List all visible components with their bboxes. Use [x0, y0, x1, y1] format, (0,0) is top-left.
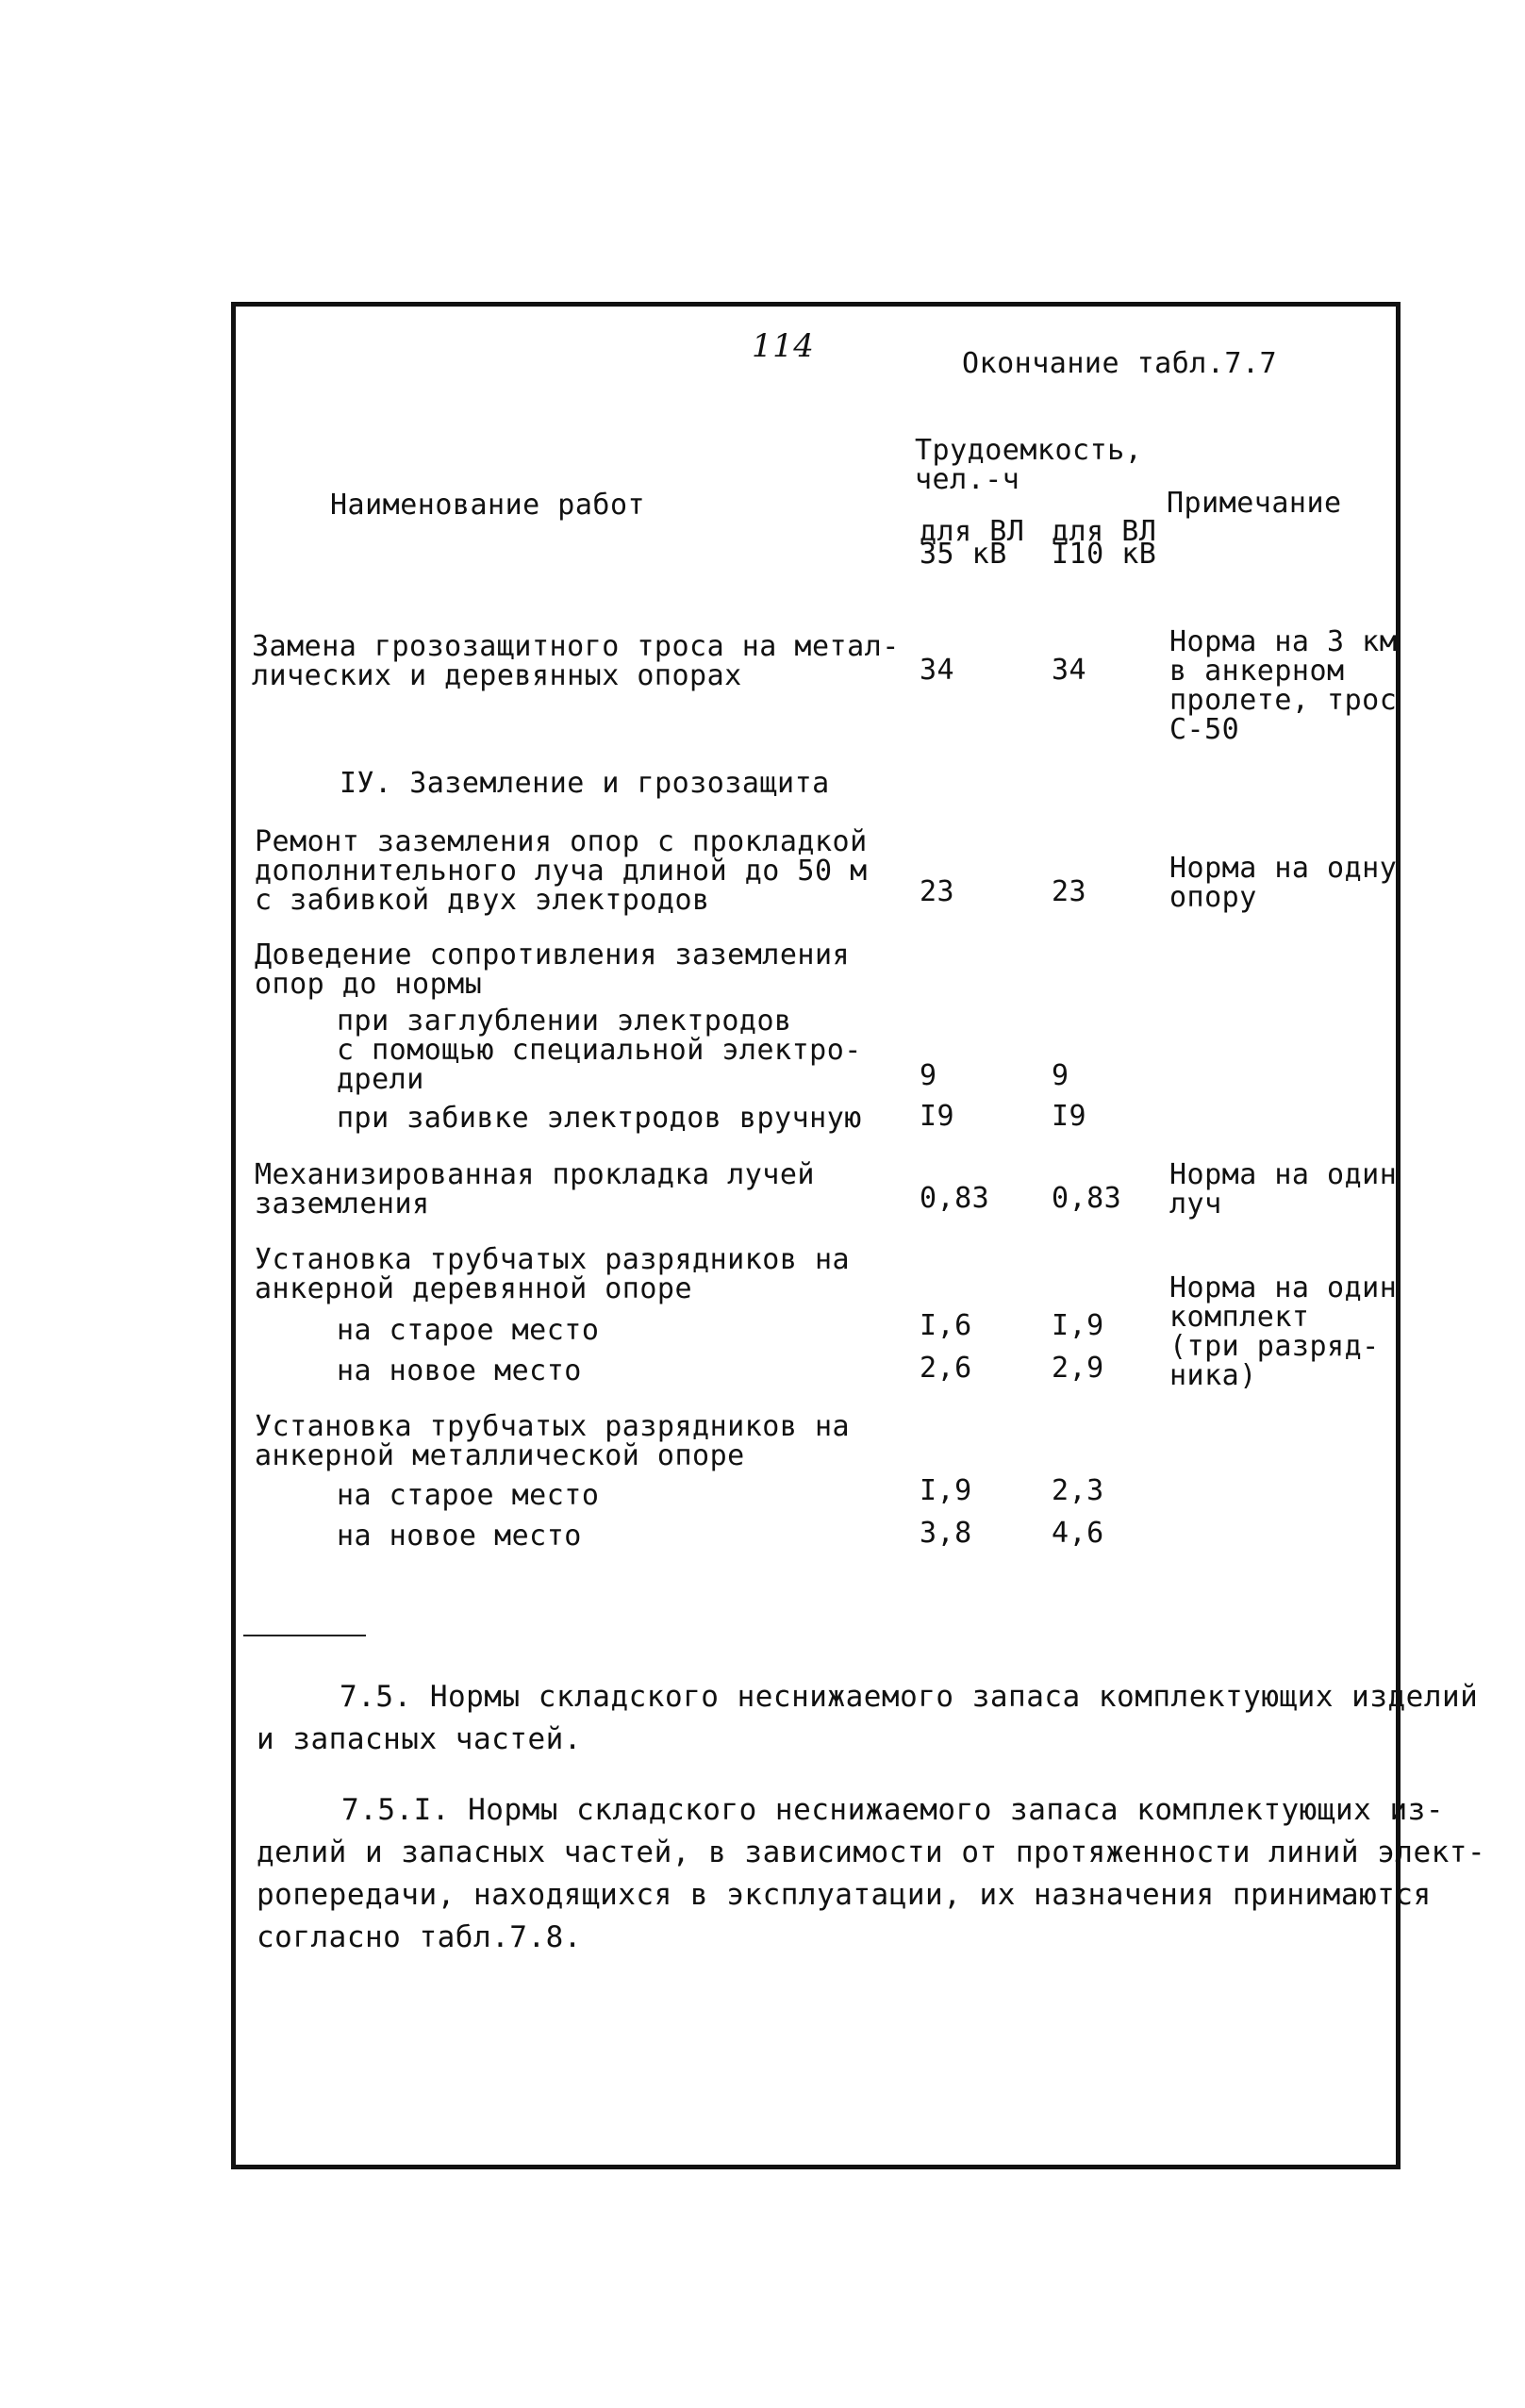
value-35: 0,83: [920, 1182, 990, 1215]
value-110: I9: [1052, 1100, 1087, 1133]
row-note: Норма на один луч: [1169, 1158, 1398, 1221]
value-35: 2,6: [920, 1352, 972, 1385]
paragraph-line: согласно табл.7.8.: [257, 1920, 582, 1954]
value-35: 34: [920, 654, 955, 687]
row-name: Установка трубчатых разрядников на анкерной деревянной опоре: [255, 1243, 851, 1305]
value-35: 9: [920, 1059, 937, 1092]
row-subitem: при забивке электродов вручную: [337, 1102, 862, 1135]
header-note: Примечание: [1167, 487, 1342, 520]
paragraph-line: делий и запасных частей, в зависимости от протяженности линий элект-: [257, 1835, 1486, 1869]
value-110: 2,9: [1052, 1352, 1104, 1385]
header-col-35: для ВЛ 35 кВ: [920, 515, 1025, 571]
row-name: Механизированная прокладка лучей заземления: [255, 1158, 815, 1221]
footnote-separator: [243, 1635, 366, 1636]
row-name: Ремонт заземления опор с прокладкой дополнительного луча длиной до 50 м с забивкой двух электродов: [255, 825, 868, 917]
paragraph-line: ропередачи, находящихся в эксплуатации, их назначения принимаются: [257, 1878, 1432, 1912]
header-labor: Трудоемкость, чел.-ч: [915, 434, 1143, 496]
section-heading: IУ. Заземление и грозозащита: [340, 767, 830, 800]
value-35: I,9: [920, 1474, 972, 1507]
value-110: I,9: [1052, 1309, 1104, 1342]
row-subitem: на новое место: [337, 1354, 582, 1387]
row-name: Доведение сопротивления заземления опор до нормы: [255, 938, 851, 1001]
value-35: I,6: [920, 1309, 972, 1342]
value-35: I9: [920, 1100, 955, 1133]
paragraph-line: и запасных частей.: [257, 1722, 582, 1756]
value-110: 9: [1052, 1059, 1069, 1092]
value-35: 3,8: [920, 1517, 972, 1550]
row-subitem: на новое место: [337, 1520, 582, 1553]
row-name: Замена грозозащитного троса на метал- лических и деревянных опорах: [252, 630, 900, 692]
page-number: 114: [752, 327, 815, 365]
value-110: 2,3: [1052, 1474, 1104, 1507]
row-subitem: на старое место: [337, 1314, 600, 1347]
paragraph-line: 7.5.I. Нормы складского неснижаемого запаса комплектующих из-: [341, 1793, 1444, 1827]
value-35: 23: [920, 875, 955, 908]
row-note: Норма на один комплект (три разряд- ника): [1169, 1271, 1398, 1392]
row-subitem: при заглублении электродов с помощью специальной электро- дрели: [337, 1005, 862, 1096]
header-col-110: для ВЛ I10 кВ: [1052, 515, 1157, 571]
value-110: 0,83: [1052, 1182, 1122, 1215]
value-110: 4,6: [1052, 1517, 1104, 1550]
table-caption: Окончание табл.7.7: [962, 347, 1278, 380]
paragraph-line: 7.5. Нормы складского неснижаемого запаса комплектующих изделий: [340, 1680, 1479, 1714]
row-subitem: на старое место: [337, 1479, 600, 1512]
header-work-name: Наименование работ: [330, 489, 646, 522]
value-110: 34: [1052, 654, 1087, 687]
row-note: Норма на одну опору: [1169, 852, 1398, 914]
value-110: 23: [1052, 875, 1087, 908]
row-note: Норма на 3 км в анкерном пролете, трос С-50: [1169, 625, 1398, 746]
row-name: Установка трубчатых разрядников на анкерной металлической опоре: [255, 1410, 851, 1472]
